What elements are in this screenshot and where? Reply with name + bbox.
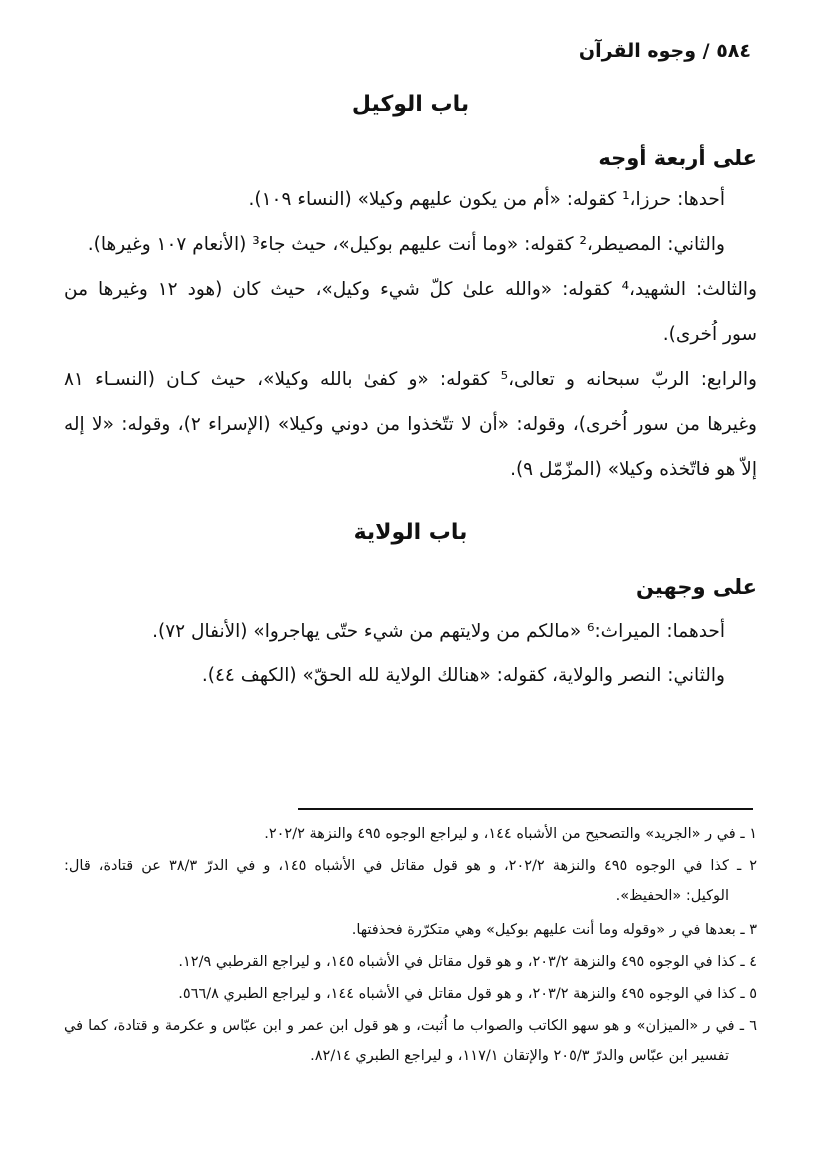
aspect-line-4: والرابع: الربّ سبحانه و تعالى،⁵ كقوله: «و كفىٰ بالله وكيلا»، حيث كـان (النسـاء ٨١: [64, 369, 757, 390]
wilaya-line-1: أحدهما: الميراث:⁶ «مالكم من ولايتهم من شيء حتّى يهاجروا» (الأنفال ٧٢).: [152, 621, 725, 642]
aspect-line-4-end: إلاّ هو فاتّخذه وكيلا» (المزّمّل ٩).: [510, 459, 757, 480]
footnote-5: ٥ ـ كذا في الوجوه ٤٩٥ والنزهة ٢٠٣/٢، و هو قول مقاتل في الأشباه ١٤٤، و ليراجع الطبري ٥٦٦/٨.: [178, 986, 757, 1002]
footnote-2-cont: الوكيل: «الحفيظ».: [615, 888, 729, 904]
footnote-2: ٢ ـ كذا في الوجوه ٤٩٥ والنزهة ٢٠٢/٢، و هو قول مقاتل في الأشباه ١٤٥، و في الدرّ ٣٨/٣ عن قتادة، قال:: [64, 858, 758, 874]
subheading-four-aspects: على أربعة أوجه: [598, 146, 757, 170]
footnote-6-cont: تفسير ابن عبّاس والدرّ ٢٠٥/٣ والإتقان ١١٧/١، و ليراجع الطبري ٨٢/١٤.: [310, 1048, 729, 1064]
aspect-line-3: والثالث: الشهيد،⁴ كقوله: «والله علىٰ كلّ شيء وكيل»، حيث كان (هود ١٢ وغيرها من: [64, 279, 757, 300]
footnote-4: ٤ ـ كذا في الوجوه ٤٩٥ والنزهة ٢٠٣/٢، و هو قول مقاتل في الأشباه ١٤٥، و ليراجع القرطبي ١٢/٩.: [178, 954, 757, 970]
wilaya-line-2: والثاني: النصر والولاية، كقوله: «هنالك الولاية لله الحقّ» (الكهف ٤٤).: [201, 665, 725, 686]
footnote-1: ١ ـ في ر «الجريد» والتصحيح من الأشباه ١٤٤، و ليراجع الوجوه ٤٩٥ والنزهة ٢٠٢/٢.: [264, 826, 757, 842]
subheading-two-aspects: على وجهين: [636, 575, 757, 599]
aspect-line-4-cont: وغيرها من سور اُخرى)، وقوله: «أن لا تتّخذوا من دوني وكيلا» (الإسراء ٢)، وقوله: «لا إله: [64, 414, 757, 435]
footnote-rule: [298, 808, 753, 810]
aspect-line-1: أحدها: حرزا،¹ كقوله: «أم من يكون عليهم وكيلا» (النساء ١٠٩).: [248, 189, 725, 210]
section-title-wilaya: باب الولاية: [353, 520, 468, 545]
section-title-wakil: باب الوكيل: [351, 92, 470, 117]
running-head: ٥٨٤ / وجوه القرآن: [578, 40, 751, 62]
aspect-line-2: والثاني: المصيطر،² كقوله: «وما أنت عليهم بوكيل»، حيث جاء³ (الأنعام ١٠٧ وغيرها).: [87, 234, 725, 255]
footnote-3: ٣ ـ بعدها في ر «وقوله وما أنت عليهم بوكيل» وهي متكرّرة فحذفتها.: [351, 922, 757, 938]
aspect-line-3-cont: سور اُخرى).: [662, 324, 757, 345]
footnote-6: ٦ ـ في ر «الميزان» و هو سهو الكاتب والصواب ما اُثبت، و هو قول ابن عمر و ابن عبّاس و عكرمة و قتادة، كما في: [64, 1018, 757, 1034]
